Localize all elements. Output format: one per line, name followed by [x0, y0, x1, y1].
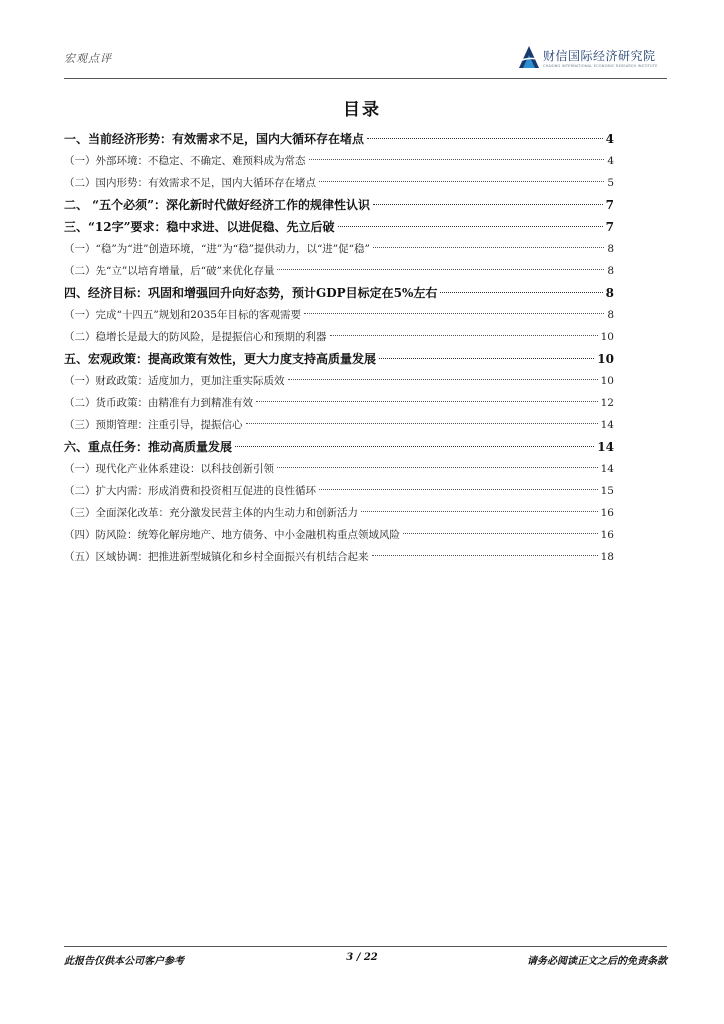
toc-leader-dots	[319, 489, 598, 490]
toc-entry-page: 4	[607, 155, 614, 167]
toc-entry-text: （二）货币政策：由精准有力到精准有效	[64, 397, 253, 409]
toc-entry-page: 7	[605, 220, 614, 234]
toc-entry-page: 8	[607, 265, 614, 277]
toc-subsection-entry[interactable]	[64, 458, 614, 480]
toc-entry-page: 12	[600, 397, 614, 409]
toc-entry-page: 10	[597, 352, 614, 366]
toc-entry-page: 8	[605, 286, 614, 300]
toc-subsection-entry[interactable]	[64, 414, 614, 436]
footer-notice: 请务必阅读正文之后的免责条款	[527, 956, 667, 967]
toc-leader-dots	[304, 313, 604, 314]
toc-entry-text: 六、重点任务：推动高质量发展	[64, 440, 233, 454]
toc-entry-text: （一）完成“十四五”规划和2035年目标的客观需要	[64, 309, 301, 321]
toc-entry-page: 16	[600, 529, 614, 541]
toc-entry-text: 三、“12字”要求：稳中求进、以进促稳、先立后破	[64, 220, 335, 234]
toc-entry-text: （二）稳增长是最大的防风险，是提振信心和预期的利器	[64, 331, 327, 343]
toc-entry-text: 四、经济目标：巩固和增强回升向好态势，预计GDP目标定在5%左右	[64, 286, 438, 300]
toc-section-entry[interactable]	[64, 194, 614, 216]
toc-entry-text: （二）先“立”以培育增量，后“破”来优化存量	[64, 265, 275, 277]
toc-leader-dots	[246, 423, 598, 424]
logo-mark-icon	[517, 44, 541, 70]
toc-subsection-entry[interactable]	[64, 502, 614, 524]
toc-leader-dots	[373, 247, 604, 248]
toc-entry-page: 18	[600, 551, 614, 563]
footer-divider	[64, 946, 667, 947]
toc-section-entry[interactable]	[64, 436, 614, 458]
toc-leader-dots	[288, 379, 598, 380]
toc-entry-page: 14	[600, 463, 614, 475]
toc-entry-text: 一、当前经济形势：有效需求不足，国内大循环存在堵点	[64, 132, 365, 146]
toc-entry-text: （三）全面深化改革：充分激发民营主体的内生动力和创新活力	[64, 507, 358, 519]
toc-leader-dots	[256, 401, 598, 402]
toc-entry-page: 5	[607, 177, 614, 189]
toc-entry-text: （三）预期管理：注重引导，提振信心	[64, 419, 243, 431]
toc-entry-text: （一）“稳”为“进”创造环境，“进”为“稳”提供动力，以“进”促“稳”	[64, 243, 370, 255]
report-category: 宏观点评	[64, 52, 112, 65]
toc-section-entry[interactable]	[64, 282, 614, 304]
logo-name: 财信国际经济研究院	[543, 49, 656, 63]
toc-entry-text: （一）外部环境：不稳定、不确定、难预料成为常态	[64, 155, 306, 167]
toc-entry-text: （一）现代化产业体系建设：以科技创新引领	[64, 463, 274, 475]
toc-leader-dots	[277, 467, 598, 468]
toc-subsection-entry[interactable]	[64, 150, 614, 172]
toc-entry-text: （五）区域协调：把推进新型城镇化和乡村全面振兴有机结合起来	[64, 551, 369, 563]
toc-entry-page: 15	[600, 485, 614, 497]
toc-leader-dots	[319, 181, 604, 182]
table-of-contents	[64, 128, 614, 568]
toc-entry-text: （二）国内形势：有效需求不足，国内大循环存在堵点	[64, 177, 316, 189]
toc-subsection-entry[interactable]	[64, 326, 614, 348]
toc-section-entry[interactable]	[64, 216, 614, 238]
toc-leader-dots	[330, 335, 598, 336]
toc-leader-dots	[277, 269, 604, 270]
toc-entry-page: 10	[600, 375, 614, 387]
toc-leader-dots	[403, 533, 598, 534]
toc-subsection-entry[interactable]	[64, 370, 614, 392]
toc-subsection-entry[interactable]	[64, 172, 614, 194]
toc-leader-dots	[440, 292, 602, 293]
toc-entry-page: 7	[605, 198, 614, 212]
toc-leader-dots	[338, 226, 603, 227]
page-number: 3 / 22	[346, 952, 378, 963]
toc-entry-page: 14	[600, 419, 614, 431]
toc-leader-dots	[235, 446, 594, 447]
toc-subsection-entry[interactable]	[64, 260, 614, 282]
toc-section-entry[interactable]	[64, 128, 614, 150]
toc-entry-page: 8	[607, 243, 614, 255]
toc-section-entry[interactable]	[64, 348, 614, 370]
toc-entry-text: 五、宏观政策：提高政策有效性，更大力度支持高质量发展	[64, 352, 377, 366]
toc-subsection-entry[interactable]	[64, 480, 614, 502]
header-divider	[64, 78, 667, 79]
toc-leader-dots	[361, 511, 598, 512]
toc-subsection-entry[interactable]	[64, 546, 614, 568]
toc-title: 目录	[343, 100, 381, 120]
toc-subsection-entry[interactable]	[64, 238, 614, 260]
toc-entry-page: 4	[605, 132, 614, 146]
toc-leader-dots	[372, 555, 598, 556]
toc-entry-page: 8	[607, 309, 614, 321]
company-logo	[517, 44, 667, 78]
toc-subsection-entry[interactable]	[64, 392, 614, 414]
toc-entry-text: （四）防风险：统筹化解房地产、地方债务、中小金融机构重点领域风险	[64, 529, 400, 541]
toc-entry-text: 二、 “五个必须”：深化新时代做好经济工作的规律性认识	[64, 198, 370, 212]
toc-leader-dots	[309, 159, 605, 160]
toc-entry-page: 14	[597, 440, 614, 454]
footer-disclaimer: 此报告仅供本公司客户参考	[64, 956, 184, 967]
toc-entry-text: （二）扩大内需：形成消费和投资相互促进的良性循环	[64, 485, 316, 497]
toc-leader-dots	[379, 358, 594, 359]
logo-subtitle: CHASING INTERNATIONAL ECONOMIC RESEARCH INSTITUTE	[543, 64, 658, 68]
toc-entry-text: （一）财政政策：适度加力，更加注重实际质效	[64, 375, 285, 387]
toc-entry-page: 10	[600, 331, 614, 343]
toc-subsection-entry[interactable]	[64, 524, 614, 546]
toc-leader-dots	[373, 204, 603, 205]
toc-entry-page: 16	[600, 507, 614, 519]
toc-subsection-entry[interactable]	[64, 304, 614, 326]
toc-leader-dots	[367, 138, 603, 139]
